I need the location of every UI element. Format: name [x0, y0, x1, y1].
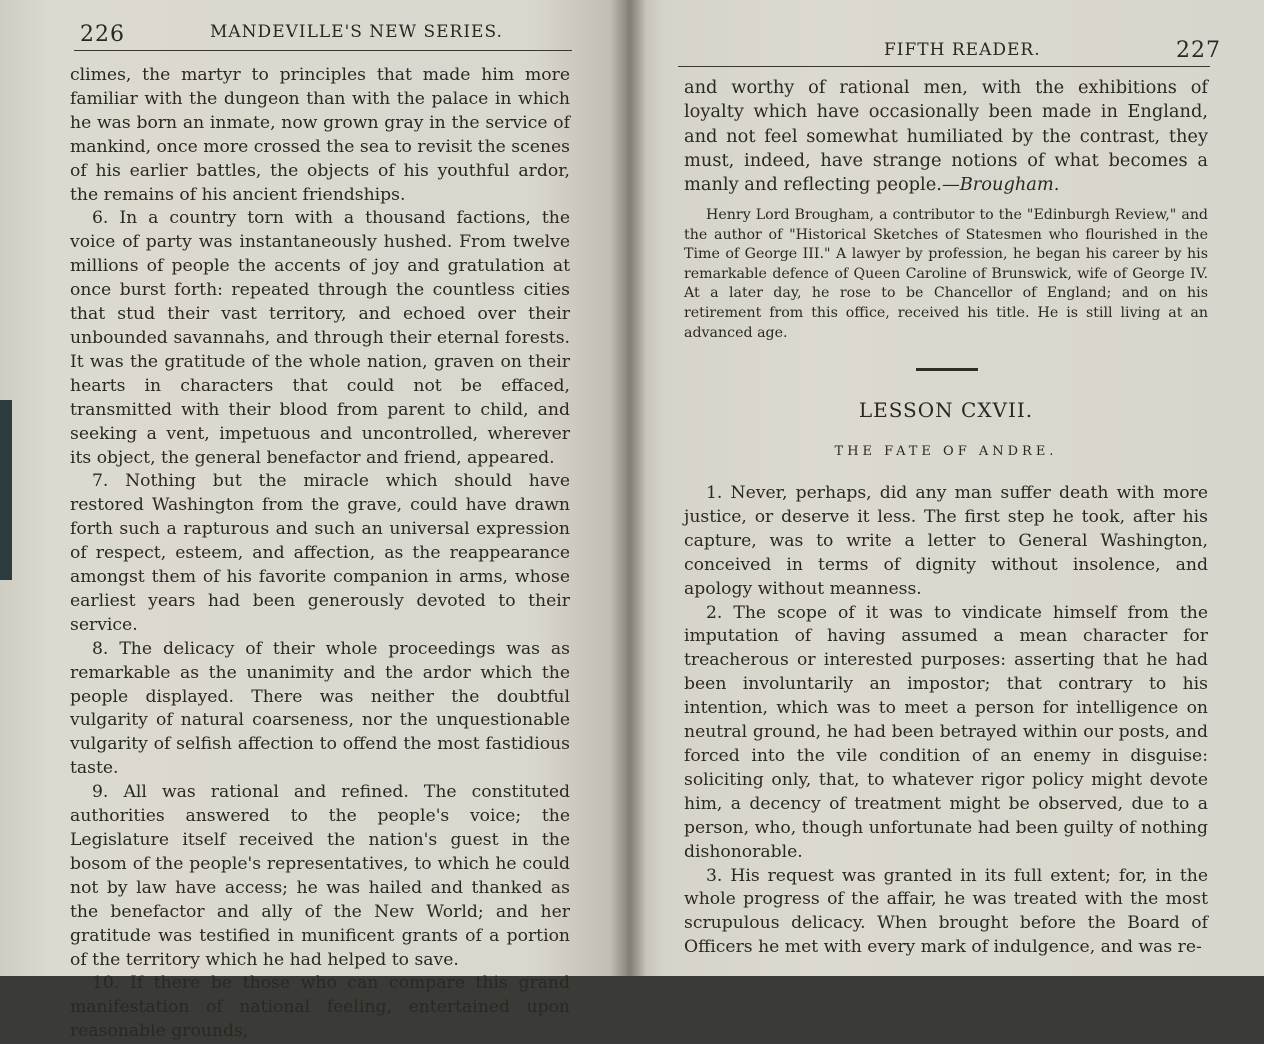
left-paragraph-8: 8. The delicacy of their whole proceedings was as remarkable as the unanimity and the ardor which the people displayed. There was neither the doubtful vulgarity of natural coarseness, nor the unquestionable vulgarity of selfish affection to offend the most fastidious taste. — [70, 638, 570, 779]
section-divider — [916, 368, 978, 371]
right-header-rule — [678, 66, 1210, 67]
right-body-text — [684, 482, 1208, 960]
right-paragraph-2: 2. The scope of it was to vindicate himself from the imputation of having assumed a mean character for treacherous or interested purposes: asserting that he had been involuntarily an impostor; that contrary to his intention, which was to meet a person for intelligence on neutral ground, he had been betrayed within our posts, and forced into the vile condition of an enemy in disguise: soliciting only, that, to whatever rigor policy might devote him, a decency of treatment might be observed, due to a person, who, though unfortunate had been guilty of nothing dishonorable. — [684, 602, 1208, 862]
right-running-head: FIFTH READER. — [884, 40, 1041, 60]
right-paragraph-1: 1. Never, perhaps, did any man suffer death with more justice, or deserve it less. The first step he took, after his capture, was to write a letter to General Washington, conceived in terms of dignity without insolence, and apology without meanness. — [684, 483, 1208, 599]
lesson-subtitle: THE FATE OF ANDRE. — [834, 444, 1058, 459]
left-paragraph-10: 10. If there be those who can compare this grand manifestation of national feeling, entertained upon reasonable grounds, — [70, 973, 570, 1042]
book-gutter — [610, 0, 646, 976]
biographical-note — [684, 206, 1208, 343]
left-paragraph-6: 6. In a country torn with a thousand factions, the voice of party was instantaneously hushed. From twelve millions of people the accents of joy and gratulation at once burst forth: repeated through the countless cities that stud their vast territory, and echoed over their unbounded savannahs, and through their eternal forests. It was the gratitude of the whole nation, graven on their hearts in characters that could not be effaced, transmitted with their blood from parent to child, and seeking a vent, impetuous and uncontrolled, wherever its object, the general benefactor and friend, appeared. — [70, 208, 570, 468]
attribution: —Brougham. — [941, 174, 1060, 196]
left-paragraph-9: 9. All was rational and refined. The constituted authorities answered to the people's voice; the Legislature itself received the nation's guest in the bosom of the people's representatives, to which he could not by law have access; he was hailed and thanked as the benefactor and ally of the New World; and her gratitude was testified in munificent grants of a portion of the territory which he had helped to save. — [70, 782, 570, 970]
right-page-number: 227 — [1176, 38, 1221, 63]
lesson-title: LESSON CXVII. — [858, 398, 1034, 422]
note-text: Henry Lord Brougham, a contributor to the "Edinburgh Review," and the author of "Historical Sketches of Statesmen who flourished in the Time of George III." A lawyer by profession, he began his career by his remarkable defence of Queen Caroline of Brunswick, wife of George IV. At a later day, he rose to be Chancellor of England; and on his retirement from this office, received his title. He is still living at an advanced age. — [684, 207, 1208, 341]
left-body-text — [70, 64, 570, 1044]
right-paragraph-3: 3. His request was granted in its full extent; for, in the whole progress of the affair, he was treated with the most scrupulous delicacy. When brought before the Board of Officers he met with every mark of indulgence, and was re- — [684, 865, 1208, 958]
left-paragraph-7: 7. Nothing but the miracle which should have restored Washington from the grave, could have drawn forth such a rapturous and such an universal expression of respect, esteem, and affection, as the reappearance amongst them of his favorite companion in arms, whose earliest years had been generously devoted to their service. — [70, 471, 570, 635]
right-continuation-text — [684, 76, 1208, 197]
left-page — [0, 0, 626, 1042]
page-tab-marker — [0, 400, 12, 580]
left-header-rule — [74, 50, 572, 51]
continuation-paragraph: and worthy of rational men, with the exhibitions of loyalty which have occasionally been made in England, and not feel somewhat humiliated by the contrast, they must, indeed, have strange notions of what becomes a manly and reflecting people. — [684, 77, 1208, 196]
right-page — [626, 0, 1264, 976]
left-page-number: 226 — [80, 22, 125, 47]
left-running-head: MANDEVILLE'S NEW SERIES. — [210, 22, 503, 42]
left-paragraph-continued: climes, the martyr to principles that made him more familiar with the dungeon than with the palace in which he was born an inmate, now grown gray in the service of mankind, once more crossed the sea to revisit the scenes of his earlier battles, the objects of his youthful ardor, the remains of his ancient friendships. — [70, 65, 570, 205]
